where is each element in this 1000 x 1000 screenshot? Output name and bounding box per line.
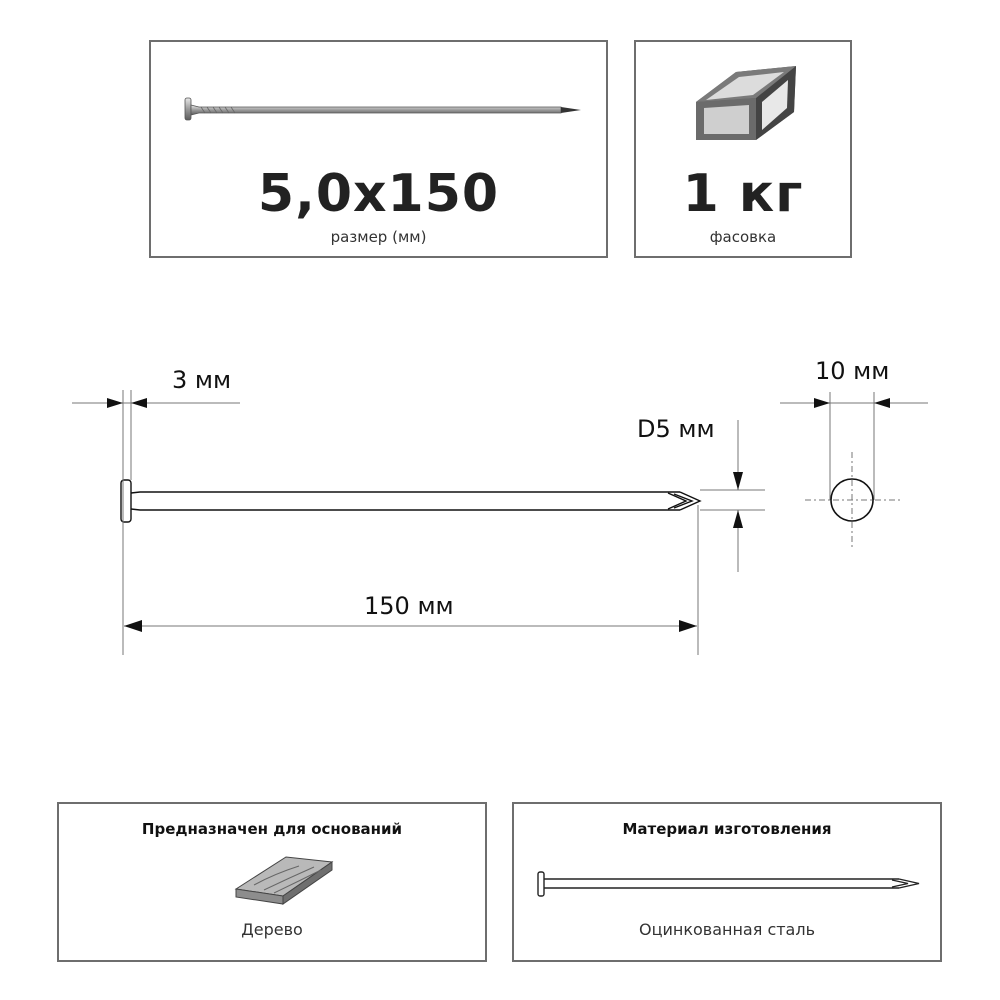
base-card bbox=[57, 802, 487, 962]
nail-icon bbox=[514, 804, 944, 914]
pack-value: 1 кг bbox=[682, 164, 804, 224]
length-label: 150 мм bbox=[364, 592, 454, 620]
diameter-label: D5 мм bbox=[637, 415, 715, 443]
base-item: Дерево bbox=[241, 920, 303, 939]
wood-plank-icon bbox=[59, 804, 489, 914]
size-value: 5,0x150 bbox=[257, 164, 500, 224]
pack-caption: фасовка bbox=[709, 228, 777, 246]
size-caption: размер (мм) bbox=[330, 228, 427, 246]
material-card bbox=[512, 802, 942, 962]
base-heading: Предназначен для оснований bbox=[141, 820, 403, 838]
material-item: Оцинкованная сталь bbox=[638, 920, 816, 939]
head-end-view bbox=[805, 452, 900, 548]
head-thickness-label: 3 мм bbox=[172, 366, 232, 394]
head-diameter-label: 10 мм bbox=[815, 357, 890, 385]
material-heading: Материал изготовления bbox=[622, 820, 832, 838]
